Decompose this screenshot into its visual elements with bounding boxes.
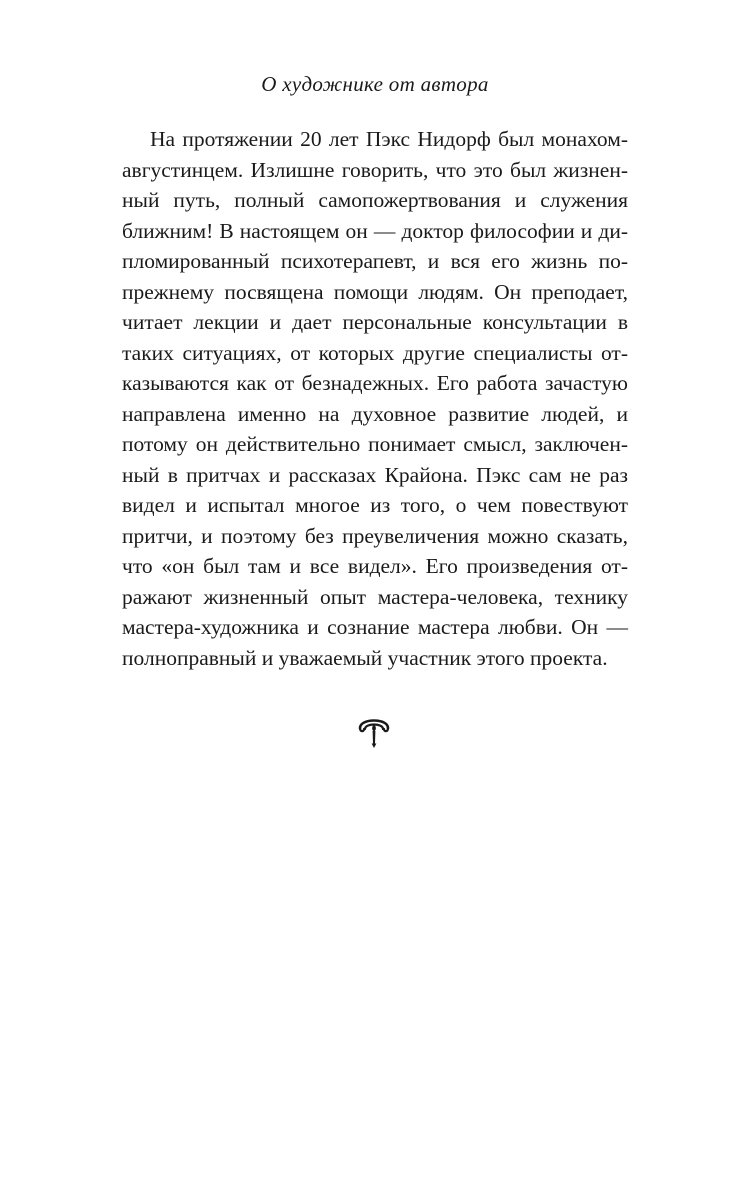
fleuron-ornament-icon — [357, 712, 391, 750]
text-line: На протяжении 20 лет Пэкс Нидорф был монахом- — [150, 127, 628, 151]
text-line: потому он действительно понимает смысл, заключен- — [122, 432, 628, 456]
text-line: ный в притчах и рассказах Крайона. Пэкс сам не раз — [122, 462, 628, 487]
body-paragraph — [122, 124, 628, 673]
text-line: ный путь, полный самопожертвования и служения — [122, 188, 628, 212]
text-line: ражают жизненный опыт мастера-человека, технику — [122, 584, 628, 609]
text-line: прежнему посвящена помощи людям. Он преподает, — [122, 279, 628, 304]
text-line: пломированный психотерапевт, и вся его жизнь по- — [122, 249, 628, 273]
text-line: казываются как от безнадежных. Его работа зачастую — [122, 371, 628, 395]
text-line: читает лекции и дает персональные консультации в — [122, 310, 628, 334]
running-header: О художнике от автора — [261, 72, 489, 96]
text-line: видел и испытал многое из того, о чем повествуют — [122, 493, 628, 517]
text-line: притчи, и поэтому без преувеличения можно сказать, — [122, 523, 628, 548]
text-line: августинцем. Излишне говорить, что это был жизнен- — [122, 157, 628, 182]
text-line: таких ситуациях, от которых другие специалисты от- — [122, 340, 628, 365]
text-line: направлена именно на духовное развитие людей, и — [122, 401, 628, 426]
text-line: ближним! В настоящем он — доктор философии и ди- — [122, 218, 628, 243]
text-line: что «он был там и все видел». Его произведения от- — [122, 554, 628, 578]
text-line: мастера-художника и сознание мастера любви. Он — — [122, 615, 628, 639]
text-line: полноправный и уважаемый участник этого проекта. — [122, 645, 608, 670]
